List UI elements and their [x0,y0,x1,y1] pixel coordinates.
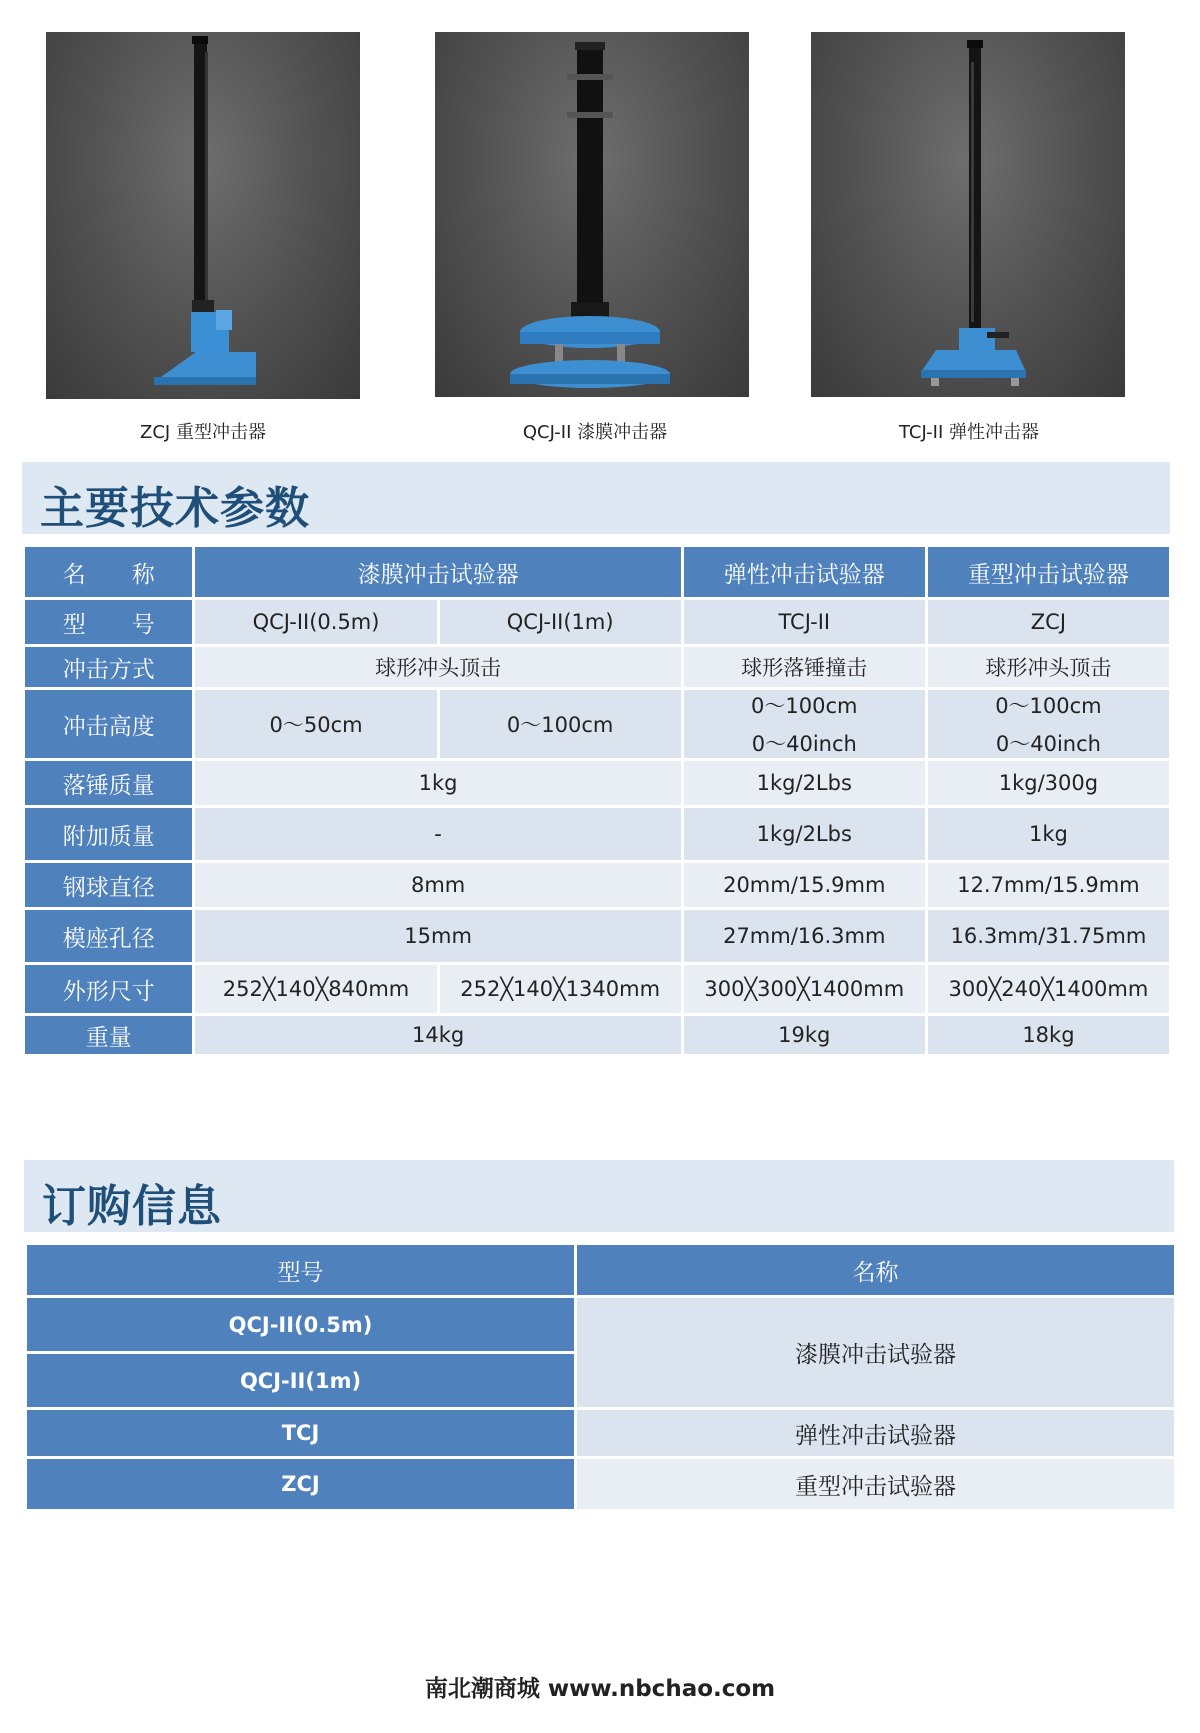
name-header: 名 称 [25,547,192,597]
caption-qcj: QCJ-II 漆膜冲击器 [522,422,668,443]
impact-mode-heavy: 球形冲头顶击 [928,647,1169,687]
spec-section-title: 主要技术参数 [40,483,310,534]
hammer-mass-elastic: 1kg/2Lbs [684,761,925,805]
die-hole-elastic: 27mm/16.3mm [684,910,925,962]
model-row [25,600,1169,644]
order-row [27,1459,1174,1509]
order-row [27,1410,1174,1456]
heavy-tester-header: 重型冲击试验器 [928,547,1169,597]
dimensions-label: 外形尺寸 [25,965,192,1013]
order-model-qcj-1: QCJ-II(1m) [27,1354,574,1407]
order-model-header: 型号 [27,1245,574,1295]
impact-height-elastic-inch: 0～40inch [751,732,857,756]
impact-height-heavy-cm: 0～100cm [995,694,1102,718]
order-model-zcj: ZCJ [27,1459,574,1509]
ball-diameter-label: 钢球直径 [25,863,192,907]
weight-label: 重量 [25,1016,192,1054]
order-table [24,1242,1177,1512]
spec-table [22,544,1172,1057]
hammer-mass-heavy: 1kg/300g [928,761,1169,805]
impact-height-film-a: 0～50cm [195,690,436,758]
order-section-header [24,1160,1174,1232]
order-model-tcj: TCJ [27,1410,574,1456]
impact-height-label: 冲击高度 [25,690,192,758]
dimensions-film-b: 252╳140╳1340mm [440,965,681,1013]
order-row [27,1298,1174,1351]
model-heavy: ZCJ [928,600,1169,644]
impact-height-elastic [684,690,925,758]
extra-mass-film: - [195,808,680,860]
weight-heavy: 18kg [928,1016,1169,1054]
impact-mode-row [25,647,1169,687]
model-film-b: QCJ-II(1m) [440,600,681,644]
extra-mass-row [25,808,1169,860]
elastic-tester-header: 弹性冲击试验器 [684,547,925,597]
impact-height-heavy-inch: 0～40inch [995,732,1101,756]
order-name-header: 名称 [577,1245,1174,1295]
spec-section-header [22,462,1170,534]
weight-film: 14kg [195,1016,680,1054]
order-header-row [27,1245,1174,1295]
film-tester-header: 漆膜冲击试验器 [195,547,680,597]
order-name-heavy: 重型冲击试验器 [577,1459,1174,1509]
impact-height-row [25,690,1169,758]
model-elastic: TCJ-II [684,600,925,644]
die-hole-film: 15mm [195,910,680,962]
order-name-film: 漆膜冲击试验器 [577,1298,1174,1407]
model-film-a: QCJ-II(0.5m) [195,600,436,644]
hammer-mass-row [25,761,1169,805]
film-impact-tester-photo [435,32,749,397]
dimensions-film-a: 252╳140╳840mm [195,965,436,1013]
extra-mass-label: 附加质量 [25,808,192,860]
ball-diameter-row [25,863,1169,907]
caption-zcj: ZCJ 重型冲击器 [140,422,266,443]
hammer-mass-film: 1kg [195,761,680,805]
weight-elastic: 19kg [684,1016,925,1054]
die-hole-row [25,910,1169,962]
dimensions-elastic: 300╳300╳1400mm [684,965,925,1013]
elastic-impact-tester-photo [811,32,1125,397]
extra-mass-elastic: 1kg/2Lbs [684,808,925,860]
footer-site-link[interactable]: 南北潮商城 www.nbchao.com [424,1676,776,1702]
ball-diameter-heavy: 12.7mm/15.9mm [928,863,1169,907]
impact-mode-label: 冲击方式 [25,647,192,687]
impact-height-heavy [928,690,1169,758]
hammer-mass-label: 落锤质量 [25,761,192,805]
die-hole-heavy: 16.3mm/31.75mm [928,910,1169,962]
impact-mode-elastic: 球形落锤撞击 [684,647,925,687]
weight-row [25,1016,1169,1054]
dimensions-row [25,965,1169,1013]
impact-height-film-b: 0～100cm [440,690,681,758]
heavy-impact-tester-photo [46,32,360,399]
die-hole-label: 模座孔径 [25,910,192,962]
ball-diameter-film: 8mm [195,863,680,907]
order-name-elastic: 弹性冲击试验器 [577,1410,1174,1456]
dimensions-heavy: 300╳240╳1400mm [928,965,1169,1013]
order-section-title: 订购信息 [42,1181,222,1232]
impact-height-elastic-cm: 0～100cm [751,694,858,718]
model-label: 型 号 [25,600,192,644]
extra-mass-heavy: 1kg [928,808,1169,860]
spec-header-row [25,547,1169,597]
order-model-qcj-05: QCJ-II(0.5m) [27,1298,574,1351]
caption-tcj: TCJ-II 弹性冲击器 [898,422,1039,443]
impact-mode-film: 球形冲头顶击 [195,647,680,687]
ball-diameter-elastic: 20mm/15.9mm [684,863,925,907]
